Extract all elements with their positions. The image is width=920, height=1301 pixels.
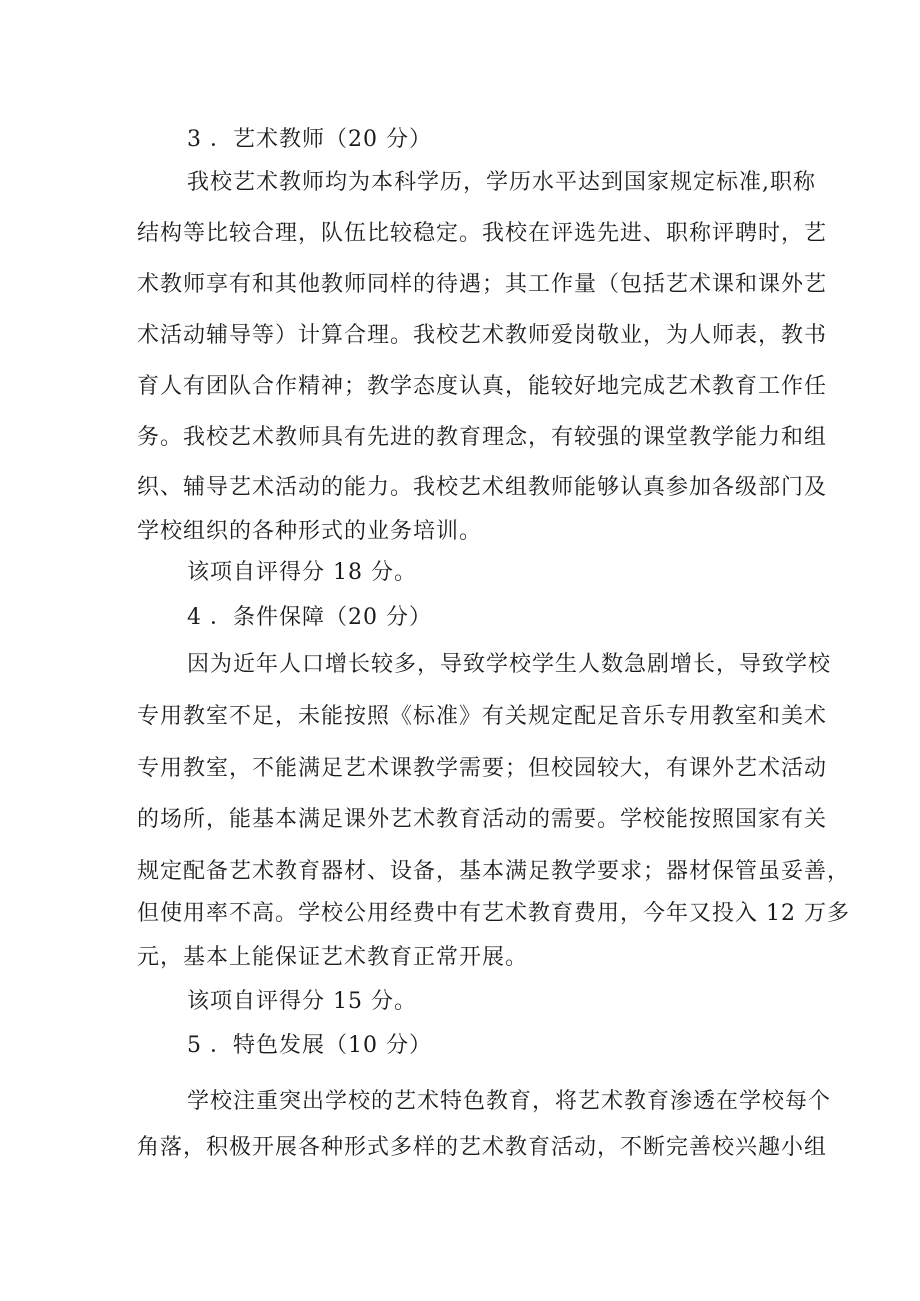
- section-heading-conditions: 4 ．条件保障（20 分）: [187, 605, 432, 630]
- paragraph-line: 专用教室不足，未能按照《标准》有关规定配足音乐专用教室和美术: [137, 704, 828, 729]
- paragraph-line: 角落，积极开展各种形式多样的艺术教育活动，不断完善校兴趣小组: [137, 1135, 828, 1160]
- paragraph-line: 学校注重突出学校的艺术特色教育，将艺术教育渗透在学校每个: [187, 1089, 832, 1114]
- paragraph-line: 学校组织的各种形式的业务培训。: [137, 519, 483, 544]
- paragraph-line: 专用教室，不能满足艺术课教学需要；但校园较大，有课外艺术活动: [137, 756, 828, 781]
- paragraph-line: 育人有团队合作精神；教学态度认真，能较好地完成艺术教育工作任: [137, 374, 828, 399]
- self-score-conditions: 该项自评得分 15 分。: [187, 989, 417, 1014]
- section-heading-art-teachers: 3 ．艺术教师（20 分）: [187, 127, 432, 152]
- paragraph-line: 结构等比较合理，队伍比较稳定。我校在评选先进、职称评聘时，艺: [137, 221, 828, 246]
- section-heading-featured-development: 5 ．特色发展（10 分）: [187, 1033, 432, 1058]
- paragraph-line: 务。我校艺术教师具有先进的教育理念，有较强的课堂教学能力和组: [137, 425, 828, 450]
- paragraph-line: 的场所，能基本满足课外艺术教育活动的需要。学校能按照国家有关: [137, 807, 828, 832]
- paragraph-line: 我校艺术教师均为本科学历，学历水平达到国家规定标准,职称: [187, 170, 816, 195]
- paragraph-line: 因为近年人口增长较多，导致学校学生人数急剧增长，导致学校: [187, 652, 832, 677]
- paragraph-line: 术教师享有和其他教师同样的待遇；其工作量（包括艺术课和课外艺: [137, 272, 828, 297]
- paragraph-line: 规定配备艺术教育器材、设备，基本满足教学要求；器材保管虽妥善，: [137, 859, 851, 884]
- self-score-art-teachers: 该项自评得分 18 分。: [187, 560, 417, 585]
- paragraph-line: 但使用率不高。学校公用经费中有艺术教育费用，今年又投入 12 万多: [137, 901, 850, 926]
- paragraph-line: 元，基本上能保证艺术教育正常开展。: [137, 945, 529, 970]
- paragraph-line: 术活动辅导等）计算合理。我校艺术教师爱岗敬业，为人师表，教书: [137, 323, 828, 348]
- paragraph-line: 织、辅导艺术活动的能力。我校艺术组教师能够认真参加各级部门及: [137, 475, 828, 500]
